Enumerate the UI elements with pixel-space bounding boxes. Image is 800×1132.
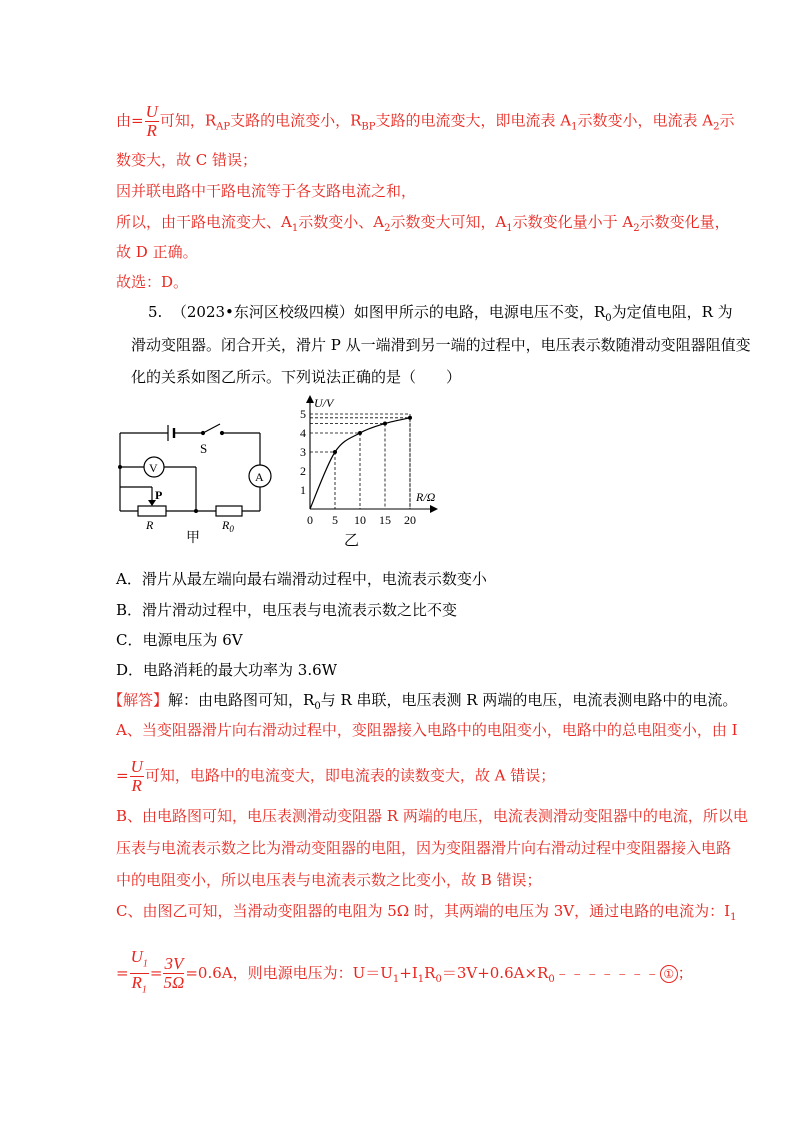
sub: 0 <box>548 973 555 985</box>
answer-line-7 <box>116 901 736 928</box>
caption-yi: 乙 <box>344 533 360 548</box>
option-d: D．电路消耗的最大功率为 3.6W <box>116 661 338 679</box>
fraction-u-over-r <box>145 103 159 140</box>
sub: 2 <box>384 223 391 234</box>
prev-line-6: 故选：D。 <box>116 273 189 291</box>
text: 0.6A，则电源电压为：U＝U <box>197 963 393 982</box>
text: = <box>185 963 198 982</box>
rheostat-r <box>138 506 166 516</box>
answer-line-1 <box>108 690 737 717</box>
label-r0 <box>221 518 234 534</box>
x-tick-20: 20 <box>404 513 416 527</box>
y-tick-4: 4 <box>300 426 306 440</box>
y-tick-labels <box>300 407 306 497</box>
y-tick-5: 5 <box>300 407 306 421</box>
circuit-diagram <box>108 415 273 545</box>
text: R <box>424 963 436 982</box>
y-tick-3: 3 <box>300 445 306 459</box>
sub: 0 <box>605 313 612 324</box>
label-s: S <box>200 441 208 456</box>
sub: BP <box>361 121 376 133</box>
text: 可知，R <box>159 111 217 130</box>
data-point-20 <box>408 416 412 420</box>
sub: 1 <box>392 973 400 985</box>
sub: 0 <box>435 973 442 985</box>
text: ； <box>677 963 693 982</box>
text: （2023•东河区校级四模）如图甲所示的电路，电源电压不变，R <box>171 303 606 321</box>
text: = <box>149 963 163 982</box>
dash-leader: ﹣﹣﹣﹣﹣﹣﹣ <box>554 963 660 982</box>
frac-num: U <box>130 757 143 776</box>
frac-den <box>130 974 149 999</box>
text: 支路的电流变小，R <box>230 111 362 130</box>
y-tick-1: 1 <box>300 483 306 497</box>
caption-jia: 甲 <box>186 531 200 545</box>
option-c: C．电源电压为 6V <box>116 631 243 649</box>
sub: 1 <box>730 912 737 923</box>
sub: 2 <box>713 121 720 133</box>
frac-num: 3V <box>164 954 184 974</box>
sub: 1 <box>571 121 578 133</box>
x-tick-5: 5 <box>332 513 338 527</box>
r0-letter: R <box>222 518 230 532</box>
y-axis-arrow <box>306 395 314 403</box>
answer-line-6: 中的电阻变小，所以电压表与电流表示数之比变小，故 B 错误； <box>116 871 542 889</box>
prev-line-3: 因并联电路中干路电流等于各支路电流之和， <box>116 182 417 200</box>
x-tick-10: 10 <box>354 513 366 527</box>
label-v: V <box>149 461 158 475</box>
text: C、由图乙可知，当滑动变阻器的电阻为 5Ω 时，其两端的电压为 3V，通过电路的电流为：I <box>116 902 731 920</box>
switch-blade <box>203 424 220 433</box>
prev-line-5: 故 D 正确。 <box>116 243 198 261</box>
label-a: A <box>255 470 264 484</box>
option-b: B．滑片滑动过程中，电压表与电流表示数之比不变 <box>116 601 458 619</box>
text: 为定值电阻，R 为 <box>611 303 733 321</box>
label-p: P <box>155 488 163 502</box>
sub: AP <box>216 121 231 133</box>
y-axis-label: U/V <box>314 396 334 410</box>
sub: 1 <box>417 973 425 985</box>
frac-u: U <box>130 947 143 966</box>
fraction-3v-over-5ohm <box>163 955 184 992</box>
text: 示数变大可知，A <box>390 213 507 231</box>
text: 由= <box>116 111 144 130</box>
question-line-1 <box>148 302 733 329</box>
graph-points <box>333 416 412 454</box>
text: = <box>116 766 129 785</box>
data-point-10 <box>358 431 362 435</box>
answer-line-5: 压表与电流表示数之比为滑动变阻器的电阻，因为变阻器滑片向右滑动过程中变阻器接入电路 <box>116 839 732 857</box>
data-point-15 <box>383 422 387 426</box>
sub: 2 <box>633 223 640 234</box>
text: ＝3V+0.6A×R <box>441 963 549 982</box>
answer-line-4: B、由电路图可知，电压表测滑动变阻器 R 两端的电压，电流表测滑动变阻器中的电流，所以电 <box>116 807 748 825</box>
x-axis-arrow <box>430 505 438 513</box>
equation-marker: ① <box>660 965 678 983</box>
x-tick-15: 15 <box>379 513 391 527</box>
label-r: R <box>146 518 154 532</box>
x-tick-labels <box>307 513 416 527</box>
fraction-u1-over-r1 <box>130 948 149 1000</box>
sub: 1 <box>141 984 147 996</box>
r0-sub: 0 <box>229 524 234 534</box>
x-axis-label: R/Ω <box>416 490 436 504</box>
answer-line-2: A、当变阻器滑片向右滑动过程中，变阻器接入电路中的电阻变小，电路中的总电阻变小，由 I <box>116 721 738 739</box>
text: = <box>116 963 129 982</box>
frac-r: R <box>131 973 142 993</box>
text: 解：由电路图可知，R <box>168 691 315 709</box>
frac-den: 5Ω <box>163 973 185 993</box>
frac-num: U <box>145 102 158 121</box>
text: 可知，电路中的电流变大，即电流表的读数变大，故 A 错误； <box>144 766 556 785</box>
frac-num <box>130 948 149 974</box>
sub: 1 <box>142 958 148 970</box>
data-point-5 <box>333 450 337 454</box>
text: 与 R 串联，电压表测 R 两端的电压，电流表测电路中的电流。 <box>320 691 738 709</box>
sub: 1 <box>506 223 513 234</box>
answer-tag: 【解答】 <box>108 691 169 709</box>
text: 示数变化量， <box>639 213 730 231</box>
text: 示数变小，电流表 A <box>577 111 714 130</box>
u-r-graph <box>290 393 450 548</box>
prev-line-2: 数变大，故 C 错误； <box>116 151 258 169</box>
text: 示 <box>719 111 735 130</box>
prev-line-1 <box>116 103 734 140</box>
question-line-3: 化的关系如图乙所示。下列说法正确的是（ ） <box>131 368 462 386</box>
question-line-2: 滑动变阻器。闭合开关，滑片 P 从一端滑到另一端的过程中，电压表示数随滑动变阻器阻值变 <box>131 336 751 354</box>
question-number: 5. <box>148 303 163 321</box>
frac-den: R <box>146 121 157 140</box>
x-tick-0: 0 <box>307 513 313 527</box>
sub: 1 <box>291 223 299 234</box>
text: 支路的电流变大，即电流表 A <box>375 111 572 130</box>
frac-den: R <box>131 776 142 795</box>
fraction-u-over-r <box>130 758 144 795</box>
resistor-r0 <box>216 506 242 516</box>
answer-line-8 <box>116 948 693 998</box>
prev-line-4 <box>116 212 730 239</box>
y-tick-2: 2 <box>300 464 306 478</box>
graph-guides <box>310 414 410 509</box>
text: 示数变小、A <box>298 213 385 231</box>
option-a: A．滑片从最左端向最右端滑动过程中，电流表示数变小 <box>116 570 487 588</box>
answer-line-3 <box>116 758 555 795</box>
text: 示数变化量小于 A <box>512 213 634 231</box>
sub: 0 <box>314 701 321 712</box>
text: +I <box>399 963 418 982</box>
text: 所以，由干路电流变大、A <box>116 213 292 231</box>
